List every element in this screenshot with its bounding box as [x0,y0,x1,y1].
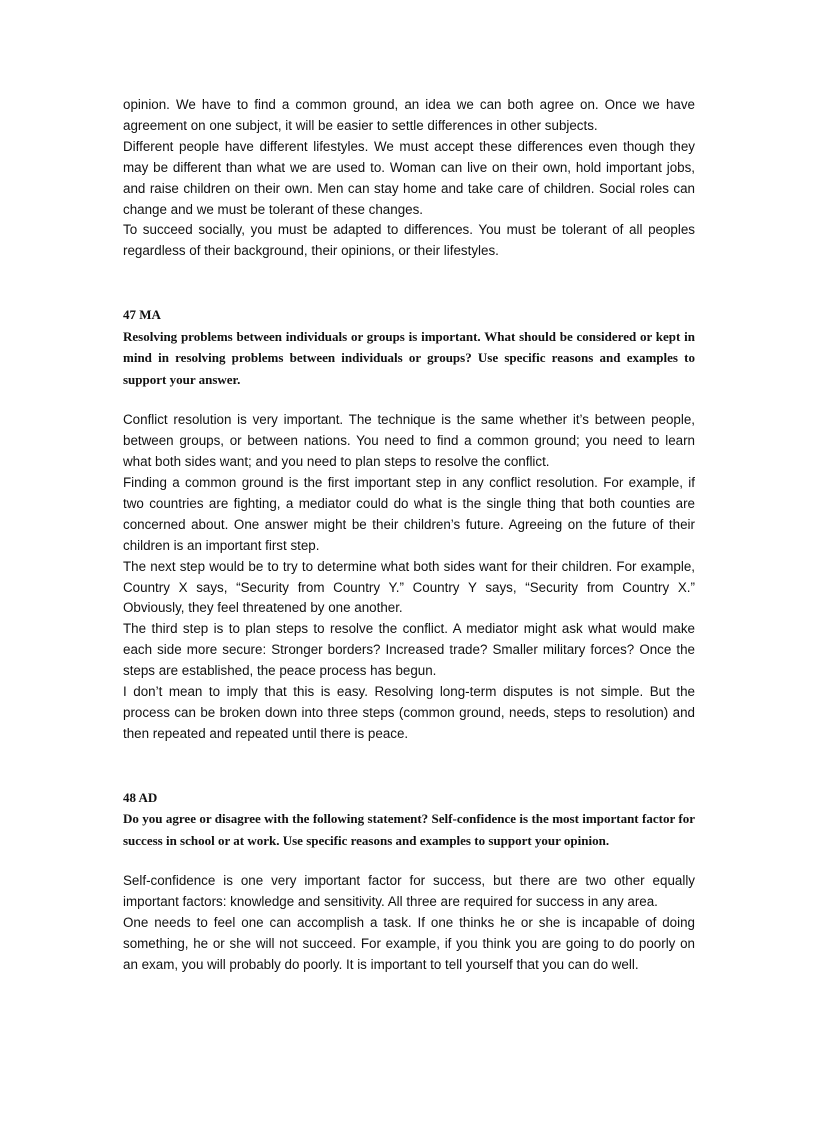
document-page [123,95,695,976]
paragraph: opinion. We have to find a common ground, an idea we can both agree on. Once we have agreement on one subject, it will be easier to settle differences in other subjects. [123,97,695,133]
intro-section [123,95,695,262]
essay-section-47 [123,304,695,745]
paragraph: Conflict resolution is very important. The technique is the same whether it’s between people, between groups, or between nations. You need to find a common ground; you need to learn what both sides want; and you need to plan steps to resolve the conflict. [123,412,695,470]
section-heading: 48 AD [123,789,158,805]
paragraph: To succeed socially, you must be adapted to differences. You must be tolerant of all peoples regardless of their background, their opinions, or their lifestyles. [123,222,695,259]
essay-section-48 [123,787,695,976]
section-heading: 47 MA [123,307,161,323]
paragraph: The third step is to plan steps to resolve the conflict. A mediator might ask what would make each side more secure: Stronger borders? Increased trade? Smaller military forces? Once the steps are established, the peace process has begun. [123,621,695,679]
paragraph: The next step would be to try to determine what both sides want for their children. For example, Country X says, “Security from Country Y.” Country Y says, “Security from Country X.” Obviously, they feel threatened by one another. [123,558,695,616]
paragraph: Finding a common ground is the first important step in any conflict resolution. For example, if two countries are fighting, a mediator could do what is the single thing that both counties are concerned about. One answer might be their children’s future. Agreeing on the future of their children is an important first step. [123,474,695,553]
essay-prompt: Do you agree or disagree with the following statement? Self-confidence is the most important factor for success in school or at work. Use specific reasons and examples to support your opinion. [123,811,695,848]
paragraph: I don’t mean to imply that this is easy. Resolving long-term disputes is not simple. But the process can be broken down into three steps (common ground, needs, steps to resolution) and then repeated and repeated until there is peace. [123,684,695,741]
essay-prompt: Resolving problems between individuals or groups is important. What should be considered or kept in mind in resolving problems between individuals or groups? Use specific reasons and examples to support your answer. [123,328,695,387]
paragraph: One needs to feel one can accomplish a task. If one thinks he or she is incapable of doing something, he or she will not succeed. For example, if you think you are going to do poorly on an exam, you will probably do poorly. It is important to tell yourself that you can do well. [123,915,695,972]
paragraph: Self-confidence is one very important factor for success, but there are two other equally important factors: knowledge and sensitivity. All three are required for success in any area. [123,873,695,910]
paragraph: Different people have different lifestyles. We must accept these differences even though they may be different than what we are used to. Woman can live on their own, hold important jobs, and raise children on their own. Men can stay home and take care of children. Social roles can change and we must be tolerant of these changes. [123,138,695,217]
